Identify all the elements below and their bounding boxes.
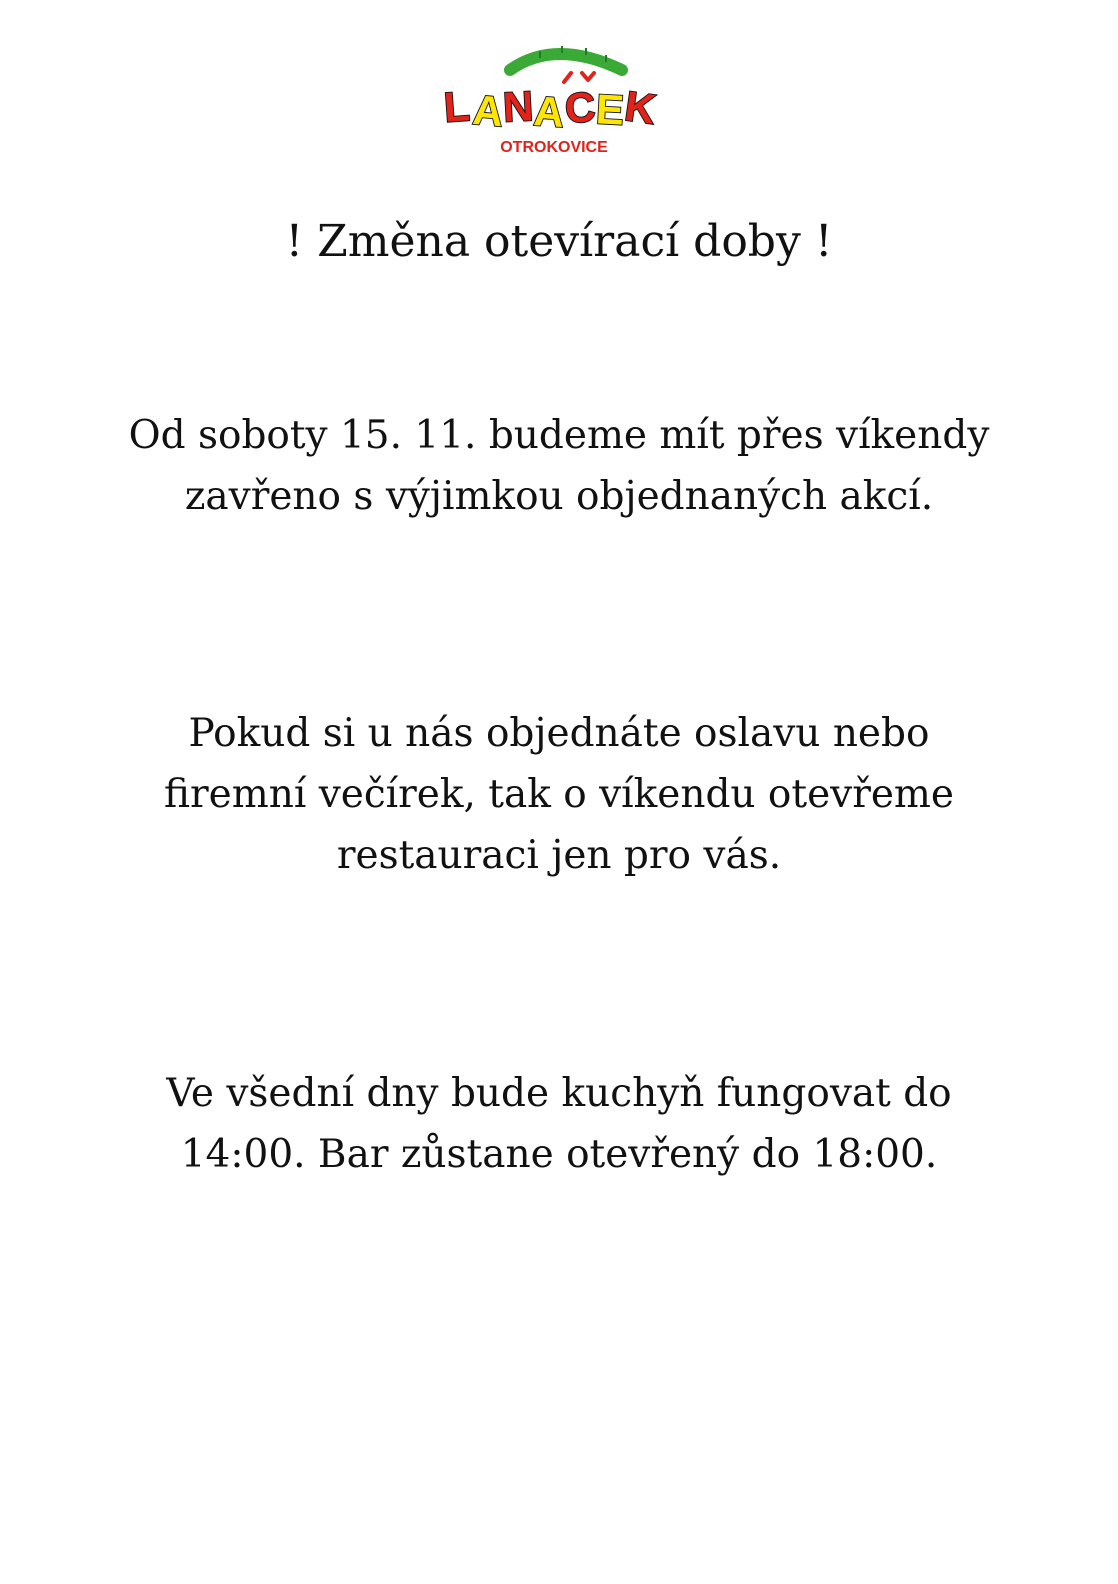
notice-paragraph-weekday-hours xyxy=(0,1063,1118,1185)
logo-letter: N xyxy=(501,82,535,131)
caron-accent xyxy=(582,73,594,80)
paragraph-line: firemní večírek, tak o víkendu otevřeme xyxy=(164,772,954,817)
notice-title: ! Změna otevírací doby ! xyxy=(285,216,833,267)
acute-accent xyxy=(564,73,571,82)
paragraph-line: Od soboty 15. 11. budeme mít přes víkendy xyxy=(128,413,990,458)
logo-letter: E xyxy=(594,85,626,134)
logo-letter: C xyxy=(563,82,597,132)
notice-paragraph-private-events xyxy=(0,703,1118,886)
paragraph-line: 14:00. Bar zůstane otevřený do 18:00. xyxy=(180,1132,938,1177)
paragraph-line: Ve všední dny bude kuchyň fungovat do xyxy=(166,1071,952,1116)
logo-letter: K xyxy=(621,82,659,133)
logo-letter: A xyxy=(532,87,566,137)
paragraph-line: Pokud si u nás objednáte oslavu nebo xyxy=(188,711,930,756)
lanacek-logo-graphic xyxy=(440,38,670,163)
logo-letter: A xyxy=(470,85,506,136)
lanacek-logo xyxy=(440,38,670,163)
paragraph-line: zavřeno s výjimkou objednaných akcí. xyxy=(184,474,934,519)
logo-letter: L xyxy=(442,82,472,131)
logo-subtitle: OTROKOVICE xyxy=(500,139,608,156)
paragraph-line: restauraci jen pro vás. xyxy=(336,833,782,878)
notice-paragraph-weekend-closure xyxy=(0,405,1118,527)
